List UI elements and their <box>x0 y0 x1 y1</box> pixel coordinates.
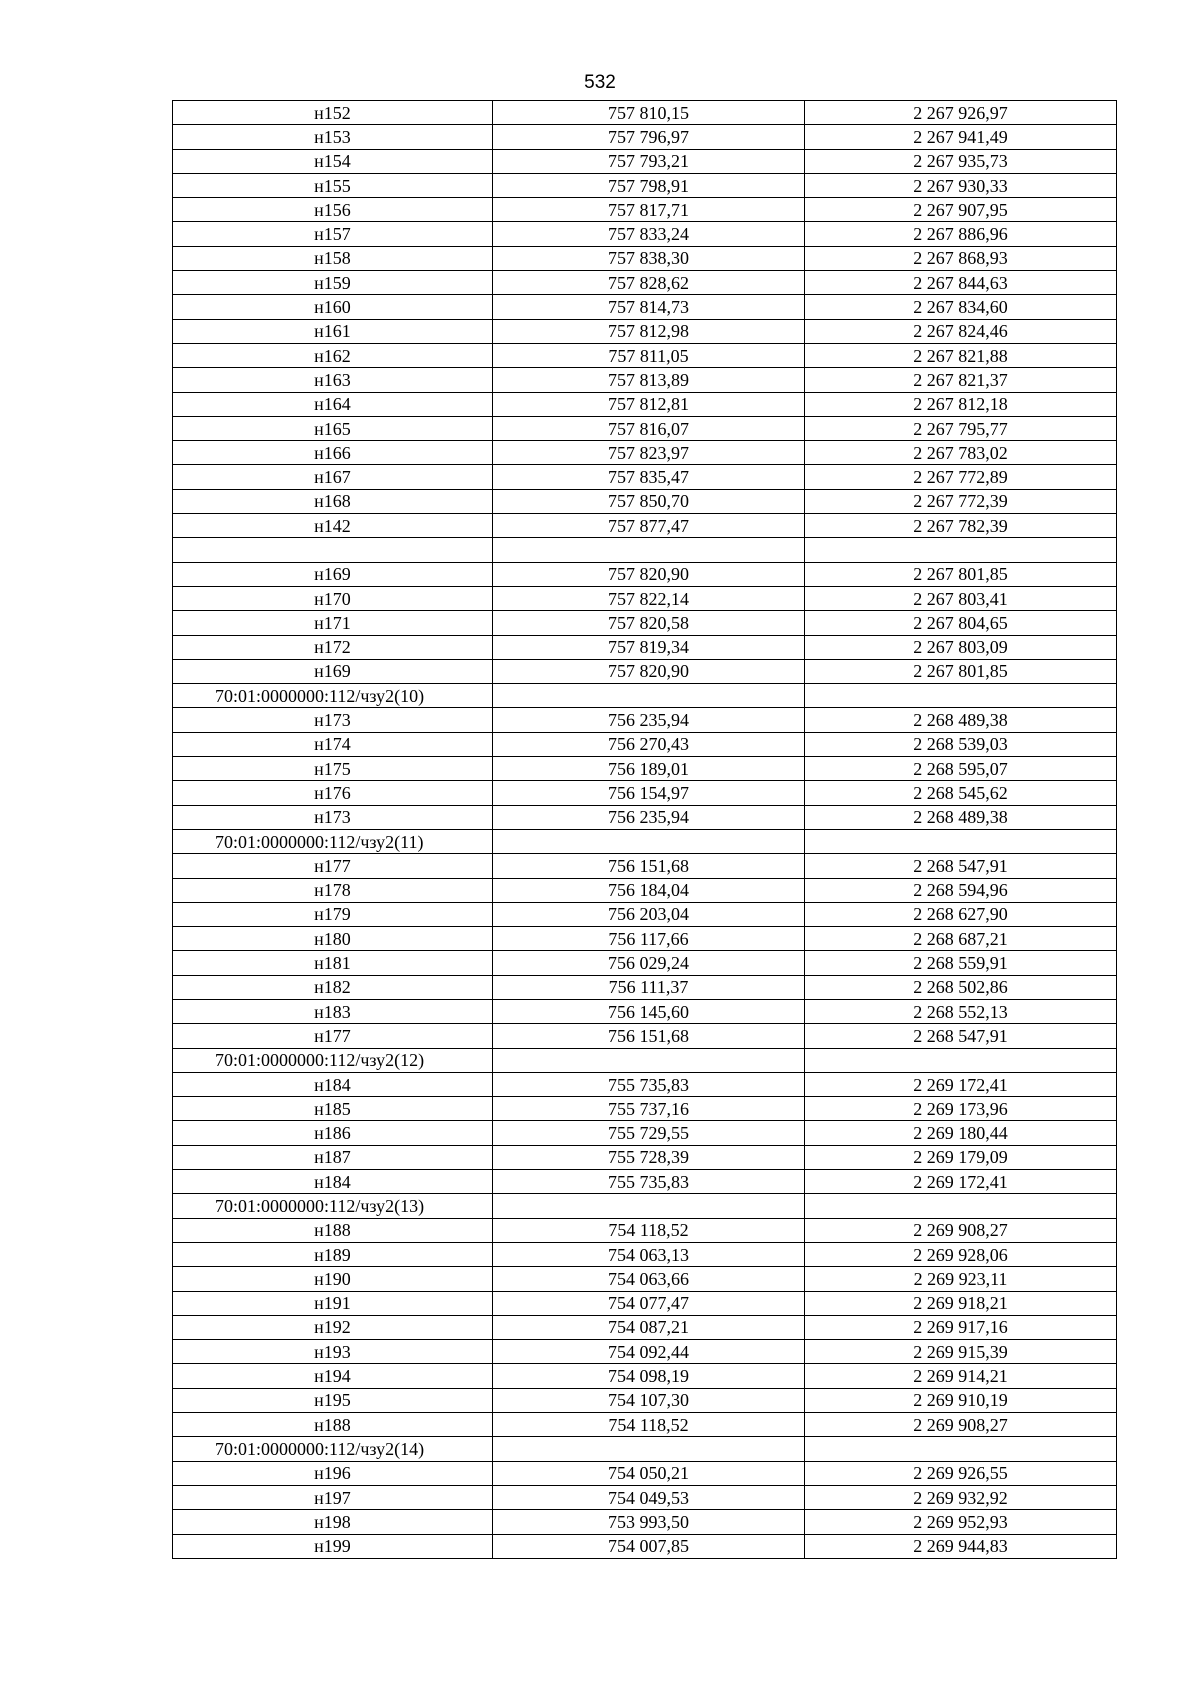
x-coordinate-cell: 754 007,85 <box>493 1534 805 1558</box>
table-row <box>173 975 1117 999</box>
x-coordinate-cell: 757 833,24 <box>493 222 805 246</box>
point-name-cell: н171 <box>173 611 493 635</box>
x-coordinate-cell: 757 813,89 <box>493 368 805 392</box>
table-row <box>173 1218 1117 1242</box>
x-coordinate-cell: 757 822,14 <box>493 586 805 610</box>
x-coordinate-cell: 754 118,52 <box>493 1218 805 1242</box>
table-row <box>173 659 1117 683</box>
table-row <box>173 1534 1117 1558</box>
point-name-cell: н155 <box>173 173 493 197</box>
table-row <box>173 708 1117 732</box>
x-coordinate-cell: 757 820,90 <box>493 659 805 683</box>
point-name-cell: н183 <box>173 999 493 1023</box>
table-row <box>173 198 1117 222</box>
blank-row <box>173 538 1117 562</box>
table-row <box>173 1121 1117 1145</box>
point-name-cell: н184 <box>173 1072 493 1096</box>
y-coordinate-cell: 2 269 908,27 <box>805 1413 1117 1437</box>
y-coordinate-cell: 2 268 627,90 <box>805 902 1117 926</box>
point-name-cell: н188 <box>173 1218 493 1242</box>
y-coordinate-cell: 2 268 547,91 <box>805 1024 1117 1048</box>
point-name-cell: н197 <box>173 1485 493 1509</box>
y-coordinate-cell: 2 269 910,19 <box>805 1388 1117 1412</box>
table-row <box>173 1145 1117 1169</box>
empty-cell <box>805 1437 1117 1461</box>
x-coordinate-cell: 755 729,55 <box>493 1121 805 1145</box>
point-name-cell: н170 <box>173 586 493 610</box>
x-coordinate-cell: 756 235,94 <box>493 708 805 732</box>
y-coordinate-cell: 2 269 172,41 <box>805 1170 1117 1194</box>
empty-cell <box>805 1048 1117 1072</box>
point-name-cell: н177 <box>173 854 493 878</box>
section-row <box>173 1194 1117 1218</box>
table-row <box>173 465 1117 489</box>
y-coordinate-cell: 2 268 502,86 <box>805 975 1117 999</box>
y-coordinate-cell: 2 269 928,06 <box>805 1242 1117 1266</box>
y-coordinate-cell: 2 268 594,96 <box>805 878 1117 902</box>
y-coordinate-cell: 2 267 941,49 <box>805 125 1117 149</box>
x-coordinate-cell: 756 235,94 <box>493 805 805 829</box>
empty-cell <box>493 829 805 853</box>
y-coordinate-cell: 2 267 834,60 <box>805 295 1117 319</box>
x-coordinate-cell: 757 796,97 <box>493 125 805 149</box>
point-name-cell: н181 <box>173 951 493 975</box>
x-coordinate-cell: 754 063,66 <box>493 1267 805 1291</box>
table-row <box>173 562 1117 586</box>
point-name-cell: н173 <box>173 708 493 732</box>
point-name-cell: н172 <box>173 635 493 659</box>
point-name-cell: н153 <box>173 125 493 149</box>
point-name-cell: н182 <box>173 975 493 999</box>
y-coordinate-cell: 2 269 923,11 <box>805 1267 1117 1291</box>
table-row <box>173 927 1117 951</box>
y-coordinate-cell: 2 267 824,46 <box>805 319 1117 343</box>
table-row <box>173 635 1117 659</box>
table-row <box>173 441 1117 465</box>
x-coordinate-cell: 754 050,21 <box>493 1461 805 1485</box>
y-coordinate-cell: 2 267 930,33 <box>805 173 1117 197</box>
table-row <box>173 1072 1117 1096</box>
point-name-cell: н159 <box>173 271 493 295</box>
x-coordinate-cell: 755 737,16 <box>493 1097 805 1121</box>
y-coordinate-cell: 2 267 935,73 <box>805 149 1117 173</box>
point-name-cell: н196 <box>173 1461 493 1485</box>
x-coordinate-cell: 757 820,58 <box>493 611 805 635</box>
y-coordinate-cell: 2 268 687,21 <box>805 927 1117 951</box>
y-coordinate-cell: 2 268 539,03 <box>805 732 1117 756</box>
point-name-cell: н188 <box>173 1413 493 1437</box>
x-coordinate-cell: 757 814,73 <box>493 295 805 319</box>
table-row <box>173 368 1117 392</box>
point-name-cell: н142 <box>173 514 493 538</box>
y-coordinate-cell: 2 268 545,62 <box>805 781 1117 805</box>
y-coordinate-cell: 2 267 821,88 <box>805 343 1117 367</box>
y-coordinate-cell: 2 269 915,39 <box>805 1340 1117 1364</box>
y-coordinate-cell: 2 269 932,92 <box>805 1485 1117 1509</box>
y-coordinate-cell: 2 267 795,77 <box>805 416 1117 440</box>
x-coordinate-cell: 757 823,97 <box>493 441 805 465</box>
y-coordinate-cell: 2 269 173,96 <box>805 1097 1117 1121</box>
empty-cell <box>493 1048 805 1072</box>
x-coordinate-cell: 757 820,90 <box>493 562 805 586</box>
table-row <box>173 902 1117 926</box>
y-coordinate-cell: 2 269 917,16 <box>805 1315 1117 1339</box>
table-row <box>173 732 1117 756</box>
section-row <box>173 1048 1117 1072</box>
y-coordinate-cell: 2 267 868,93 <box>805 246 1117 270</box>
empty-cell <box>173 538 493 562</box>
table-row <box>173 757 1117 781</box>
section-title-cell: 70:01:0000000:112/чзу2(14) <box>173 1437 493 1461</box>
x-coordinate-cell: 757 812,81 <box>493 392 805 416</box>
section-row <box>173 684 1117 708</box>
point-name-cell: н190 <box>173 1267 493 1291</box>
x-coordinate-cell: 757 850,70 <box>493 489 805 513</box>
empty-cell <box>493 684 805 708</box>
point-name-cell: н160 <box>173 295 493 319</box>
x-coordinate-cell: 756 270,43 <box>493 732 805 756</box>
section-title-cell: 70:01:0000000:112/чзу2(12) <box>173 1048 493 1072</box>
point-name-cell: н178 <box>173 878 493 902</box>
section-row <box>173 1437 1117 1461</box>
point-name-cell: н156 <box>173 198 493 222</box>
table-row <box>173 1315 1117 1339</box>
x-coordinate-cell: 755 735,83 <box>493 1170 805 1194</box>
point-name-cell: н166 <box>173 441 493 465</box>
table-row <box>173 1242 1117 1266</box>
x-coordinate-cell: 757 812,98 <box>493 319 805 343</box>
y-coordinate-cell: 2 267 803,09 <box>805 635 1117 659</box>
table-row <box>173 416 1117 440</box>
table-row <box>173 125 1117 149</box>
point-name-cell: н186 <box>173 1121 493 1145</box>
x-coordinate-cell: 756 203,04 <box>493 902 805 926</box>
table-row <box>173 1510 1117 1534</box>
table-row <box>173 1485 1117 1509</box>
table-row <box>173 1413 1117 1437</box>
table-row <box>173 343 1117 367</box>
table-row <box>173 295 1117 319</box>
table-row <box>173 586 1117 610</box>
point-name-cell: н177 <box>173 1024 493 1048</box>
x-coordinate-cell: 753 993,50 <box>493 1510 805 1534</box>
x-coordinate-cell: 757 838,30 <box>493 246 805 270</box>
point-name-cell: н162 <box>173 343 493 367</box>
table-row <box>173 999 1117 1023</box>
x-coordinate-cell: 756 111,37 <box>493 975 805 999</box>
x-coordinate-cell: 754 107,30 <box>493 1388 805 1412</box>
y-coordinate-cell: 2 267 783,02 <box>805 441 1117 465</box>
y-coordinate-cell: 2 267 844,63 <box>805 271 1117 295</box>
point-name-cell: н158 <box>173 246 493 270</box>
table-row <box>173 1461 1117 1485</box>
table-row <box>173 1097 1117 1121</box>
x-coordinate-cell: 757 811,05 <box>493 343 805 367</box>
empty-cell <box>493 1194 805 1218</box>
x-coordinate-cell: 754 098,19 <box>493 1364 805 1388</box>
section-title-cell: 70:01:0000000:112/чзу2(11) <box>173 829 493 853</box>
x-coordinate-cell: 757 819,34 <box>493 635 805 659</box>
x-coordinate-cell: 754 063,13 <box>493 1242 805 1266</box>
point-name-cell: н195 <box>173 1388 493 1412</box>
y-coordinate-cell: 2 267 886,96 <box>805 222 1117 246</box>
empty-cell <box>805 684 1117 708</box>
point-name-cell: н192 <box>173 1315 493 1339</box>
x-coordinate-cell: 755 735,83 <box>493 1072 805 1096</box>
y-coordinate-cell: 2 269 172,41 <box>805 1072 1117 1096</box>
point-name-cell: н175 <box>173 757 493 781</box>
x-coordinate-cell: 755 728,39 <box>493 1145 805 1169</box>
table-row <box>173 222 1117 246</box>
table-row <box>173 611 1117 635</box>
x-coordinate-cell: 754 118,52 <box>493 1413 805 1437</box>
y-coordinate-cell: 2 267 926,97 <box>805 101 1117 125</box>
x-coordinate-cell: 756 117,66 <box>493 927 805 951</box>
y-coordinate-cell: 2 268 547,91 <box>805 854 1117 878</box>
x-coordinate-cell: 757 816,07 <box>493 416 805 440</box>
y-coordinate-cell: 2 268 489,38 <box>805 805 1117 829</box>
table-row <box>173 489 1117 513</box>
y-coordinate-cell: 2 269 914,21 <box>805 1364 1117 1388</box>
x-coordinate-cell: 756 151,68 <box>493 854 805 878</box>
y-coordinate-cell: 2 269 179,09 <box>805 1145 1117 1169</box>
x-coordinate-cell: 757 798,91 <box>493 173 805 197</box>
table-row <box>173 951 1117 975</box>
point-name-cell: н164 <box>173 392 493 416</box>
point-name-cell: н163 <box>173 368 493 392</box>
x-coordinate-cell: 754 049,53 <box>493 1485 805 1509</box>
y-coordinate-cell: 2 268 559,91 <box>805 951 1117 975</box>
table-row <box>173 1170 1117 1194</box>
section-row <box>173 829 1117 853</box>
y-coordinate-cell: 2 267 812,18 <box>805 392 1117 416</box>
x-coordinate-cell: 756 145,60 <box>493 999 805 1023</box>
x-coordinate-cell: 756 184,04 <box>493 878 805 902</box>
point-name-cell: н152 <box>173 101 493 125</box>
y-coordinate-cell: 2 269 918,21 <box>805 1291 1117 1315</box>
section-title-cell: 70:01:0000000:112/чзу2(10) <box>173 684 493 708</box>
point-name-cell: н184 <box>173 1170 493 1194</box>
point-name-cell: н157 <box>173 222 493 246</box>
y-coordinate-cell: 2 268 595,07 <box>805 757 1117 781</box>
point-name-cell: н161 <box>173 319 493 343</box>
coordinates-table-body <box>173 101 1117 1559</box>
table-row <box>173 392 1117 416</box>
y-coordinate-cell: 2 267 801,85 <box>805 562 1117 586</box>
x-coordinate-cell: 757 877,47 <box>493 514 805 538</box>
point-name-cell: н198 <box>173 1510 493 1534</box>
point-name-cell: н169 <box>173 659 493 683</box>
table-row <box>173 878 1117 902</box>
page-number: 532 <box>584 72 616 93</box>
x-coordinate-cell: 756 189,01 <box>493 757 805 781</box>
x-coordinate-cell: 754 077,47 <box>493 1291 805 1315</box>
x-coordinate-cell: 757 828,62 <box>493 271 805 295</box>
x-coordinate-cell: 757 810,15 <box>493 101 805 125</box>
empty-cell <box>493 538 805 562</box>
point-name-cell: н176 <box>173 781 493 805</box>
section-title-cell: 70:01:0000000:112/чзу2(13) <box>173 1194 493 1218</box>
point-name-cell: н185 <box>173 1097 493 1121</box>
point-name-cell: н179 <box>173 902 493 926</box>
point-name-cell: н169 <box>173 562 493 586</box>
point-name-cell: н191 <box>173 1291 493 1315</box>
x-coordinate-cell: 756 151,68 <box>493 1024 805 1048</box>
point-name-cell: н180 <box>173 927 493 951</box>
x-coordinate-cell: 754 092,44 <box>493 1340 805 1364</box>
point-name-cell: н168 <box>173 489 493 513</box>
table-row <box>173 1364 1117 1388</box>
table-row <box>173 854 1117 878</box>
table-row <box>173 246 1117 270</box>
table-row <box>173 271 1117 295</box>
x-coordinate-cell: 756 029,24 <box>493 951 805 975</box>
table-row <box>173 781 1117 805</box>
point-name-cell: н187 <box>173 1145 493 1169</box>
coordinates-table <box>172 100 1117 1559</box>
point-name-cell: н173 <box>173 805 493 829</box>
table-row <box>173 1291 1117 1315</box>
y-coordinate-cell: 2 267 772,39 <box>805 489 1117 513</box>
y-coordinate-cell: 2 267 907,95 <box>805 198 1117 222</box>
y-coordinate-cell: 2 267 821,37 <box>805 368 1117 392</box>
y-coordinate-cell: 2 269 926,55 <box>805 1461 1117 1485</box>
point-name-cell: н167 <box>173 465 493 489</box>
empty-cell <box>805 829 1117 853</box>
table-row <box>173 173 1117 197</box>
empty-cell <box>805 1194 1117 1218</box>
table-row <box>173 1388 1117 1412</box>
table-row <box>173 805 1117 829</box>
y-coordinate-cell: 2 269 908,27 <box>805 1218 1117 1242</box>
y-coordinate-cell: 2 269 944,83 <box>805 1534 1117 1558</box>
x-coordinate-cell: 757 793,21 <box>493 149 805 173</box>
table-row <box>173 514 1117 538</box>
y-coordinate-cell: 2 269 180,44 <box>805 1121 1117 1145</box>
x-coordinate-cell: 757 817,71 <box>493 198 805 222</box>
empty-cell <box>493 1437 805 1461</box>
table-row <box>173 319 1117 343</box>
table-row <box>173 149 1117 173</box>
table-row <box>173 1024 1117 1048</box>
y-coordinate-cell: 2 267 772,89 <box>805 465 1117 489</box>
point-name-cell: н165 <box>173 416 493 440</box>
y-coordinate-cell: 2 267 804,65 <box>805 611 1117 635</box>
table-row <box>173 1267 1117 1291</box>
y-coordinate-cell: 2 269 952,93 <box>805 1510 1117 1534</box>
x-coordinate-cell: 754 087,21 <box>493 1315 805 1339</box>
point-name-cell: н189 <box>173 1242 493 1266</box>
y-coordinate-cell: 2 267 782,39 <box>805 514 1117 538</box>
point-name-cell: н194 <box>173 1364 493 1388</box>
point-name-cell: н154 <box>173 149 493 173</box>
point-name-cell: н174 <box>173 732 493 756</box>
table-row <box>173 101 1117 125</box>
y-coordinate-cell: 2 268 552,13 <box>805 999 1117 1023</box>
point-name-cell: н199 <box>173 1534 493 1558</box>
y-coordinate-cell: 2 267 803,41 <box>805 586 1117 610</box>
x-coordinate-cell: 757 835,47 <box>493 465 805 489</box>
table-row <box>173 1340 1117 1364</box>
y-coordinate-cell: 2 268 489,38 <box>805 708 1117 732</box>
empty-cell <box>805 538 1117 562</box>
y-coordinate-cell: 2 267 801,85 <box>805 659 1117 683</box>
point-name-cell: н193 <box>173 1340 493 1364</box>
x-coordinate-cell: 756 154,97 <box>493 781 805 805</box>
